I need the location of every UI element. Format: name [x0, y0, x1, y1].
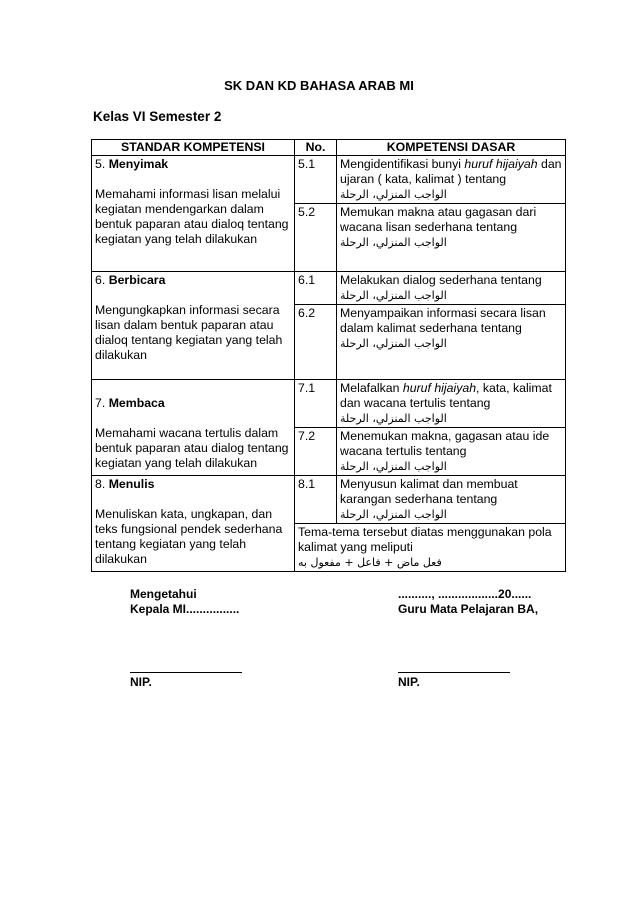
kd-cell: Melakukan dialog sederhana tentang الواجب المنزلي، الرحلة: [337, 272, 566, 305]
table-row: [92, 156, 566, 204]
sk-cell-berbicara: 6. Berbicara Mengungkapkan informasi secara lisan dalam bentuk paparan atau dialoq tentang kegiatan yang telah dilakukan: [92, 272, 295, 380]
sk-name: Berbicara: [108, 273, 166, 287]
kd-number: 6.1: [295, 272, 337, 305]
table-row: [92, 272, 566, 305]
kd-cell: Menyusun kalimat dan membuat karangan sederhana tentang الواجب المنزلي، الرحلة: [337, 476, 566, 524]
kd-arabic-topic: الواجب المنزلي، الرحلة: [340, 337, 447, 350]
sign-right-date: .........., ..................20......: [398, 587, 532, 601]
kd-number: 8.1: [295, 476, 337, 524]
sk-description: Mengungkapkan informasi secara lisan dalam bentuk paparan atau dialoq tentang kegiatan yang telah dilakukan: [95, 303, 283, 362]
sk-name: Menulis: [108, 477, 155, 491]
kd-number: 7.2: [295, 428, 337, 476]
kd-arabic-topic: الواجب المنزلي، الرحلة: [340, 508, 447, 521]
kd-arabic-topic: الواجب المنزلي، الرحلة: [340, 236, 447, 249]
sign-right-nip: NIP.: [398, 675, 420, 689]
header-standar-kompetensi: STANDAR KOMPETENSI: [92, 140, 295, 156]
table-row: [92, 380, 566, 428]
sk-description: Memahami informasi lisan melalui kegiatan mendengarkan dalam bentuk paparan atau dialoq tentang kegiatan yang telah dilakukan: [95, 187, 289, 246]
signature-left-nip-block: [130, 672, 242, 690]
kd-cell: Memukan makna atau gagasan dari wacana lisan sederhana tentang الواجب المنزلي، الرحلة: [337, 204, 566, 272]
kd-number: 7.1: [295, 380, 337, 428]
signature-right: [398, 587, 538, 617]
pattern-arabic: فعل ماض + فاعل + مفعول به: [298, 556, 442, 569]
sk-cell-membaca: 7. Membaca Memahami wacana tertulis dalam bentuk paparan atau dialog tentang kegiatan yang telah dilakukan: [92, 380, 295, 476]
sign-left-nip: NIP.: [130, 675, 152, 689]
signature-right-nip-block: [398, 672, 510, 690]
signature-left: [130, 587, 239, 617]
competency-table: [91, 139, 566, 572]
table-header-row: [92, 140, 566, 156]
kd-arabic-topic: الواجب المنزلي، الرحلة: [340, 412, 447, 425]
kd-cell: Mengidentifikasi bunyi huruf hijaiyah dan ujaran ( kata, kalimat ) tentang الواجب المنزلي، الرحلة: [337, 156, 566, 204]
sk-cell-menulis: 8. Menulis Menuliskan kata, ungkapan, dan teks fungsional pendek sederhana tentang kegiatan yang telah dilakukan: [92, 476, 295, 572]
sign-left-mengetahui: Mengetahui: [130, 587, 197, 601]
sk-description: Memahami wacana tertulis dalam bentuk paparan atau dialog tentang kegiatan yang telah dilakukan: [95, 426, 289, 470]
sk-description: Menuliskan kata, ungkapan, dan teks fungsional pendek sederhana tentang kegiatan yang telah dilakukan: [95, 507, 283, 566]
pattern-note: Tema-tema tersebut diatas menggunakan pola kalimat yang meliputi: [298, 525, 552, 554]
pattern-note-cell: [295, 524, 566, 572]
kd-number: 5.1: [295, 156, 337, 204]
sk-cell-menyimak: 5. Menyimak Memahami informasi lisan melalui kegiatan mendengarkan dalam bentuk paparan atau dialoq tentang kegiatan yang telah dilakukan: [92, 156, 295, 272]
sk-name: Menyimak: [108, 157, 169, 171]
kd-arabic-topic: الواجب المنزلي، الرحلة: [340, 188, 447, 201]
sign-right-line: [398, 672, 510, 673]
sk-name: Membaca: [108, 396, 165, 410]
kd-cell: Menemukan makna, gagasan atau ide wacana tertulis tentang الواجب المنزلي، الرحلة: [337, 428, 566, 476]
table-row: [92, 476, 566, 524]
kd-cell: Melafalkan huruf hijaiyah, kata, kalimat dan wacana tertulis tentang الواجب المنزلي، الرحلة: [337, 380, 566, 428]
sign-left-kepala: Kepala MI................: [130, 602, 240, 616]
class-semester-heading: Kelas VI Semester 2: [93, 109, 222, 124]
sign-right-guru: Guru Mata Pelajaran BA,: [398, 602, 539, 616]
document-title: SK DAN KD BAHASA ARAB MI: [224, 78, 414, 93]
header-no: No.: [295, 140, 337, 156]
header-kompetensi-dasar: KOMPETENSI DASAR: [337, 140, 566, 156]
sign-left-line: [130, 672, 242, 673]
kd-number: 5.2: [295, 204, 337, 272]
kd-arabic-topic: الواجب المنزلي، الرحلة: [340, 289, 447, 302]
kd-number: 6.2: [295, 305, 337, 380]
kd-cell: Menyampaikan informasi secara lisan dalam kalimat sederhana tentang الواجب المنزلي، الرحلة: [337, 305, 566, 380]
kd-arabic-topic: الواجب المنزلي، الرحلة: [340, 460, 447, 473]
